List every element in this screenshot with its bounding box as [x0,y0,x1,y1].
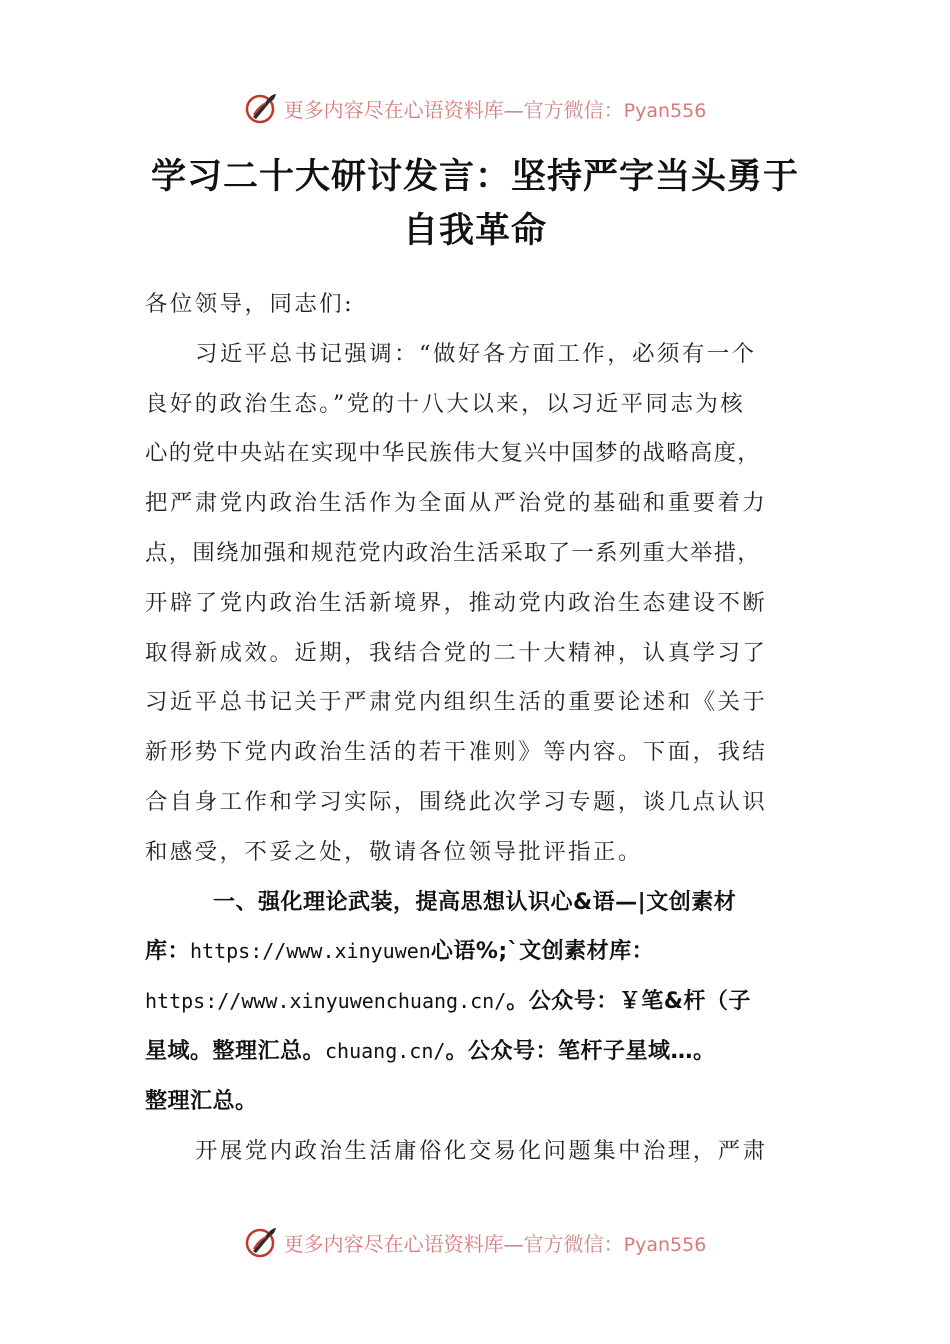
footer-banner [0,1222,950,1262]
paragraph-1-line: 良好的政治生态。”党的十八大以来，以习近平同志为核 [145,390,746,417]
paragraph-1-line: 心的党中央站在实现中华民族伟大复兴中国梦的战略高度， [145,440,761,467]
paragraph-2-line: 开展党内政治生活庸俗化交易化问题集中治理，严肃 [195,1137,768,1164]
paragraph-1-line: 点，围绕加强和规范党内政治生活采取了一系列重大举措， [145,539,761,566]
banner-text: 更多内容尽在心语资料库—官方微信：Pyan556 [283,1231,707,1256]
quill-logo-icon [244,1225,278,1259]
paragraph-1-line: 合自身工作和学习实际，围绕此次学习专题，谈几点认识 [145,788,768,815]
salutation: 各位领导，同志们: [145,291,355,317]
section-heading-1-cont: 库：https://www.xinyuwen心语%;`文创素材库： [145,939,655,965]
paragraph-1-line: 习近平总书记关于严肃党内组织生活的重要论述和《关于 [145,689,768,716]
title-line-1: 学习二十大研讨发言：坚持严字当头勇于 [150,156,799,197]
section-heading-1-cont: 星域。整理汇总。chuang.cn/。公众号：笔杆子星域…。 [145,1038,716,1064]
paragraph-1-line: 取得新成效。近期，我结合党的二十大精神，认真学习了 [145,639,768,666]
document-title [145,150,805,258]
paragraph-1-line: 习近平总书记强调：“做好各方面工作，必须有一个 [195,340,757,367]
title-line-2: 自我革命 [402,210,547,251]
section-heading-1-cont: https://www.xinyuwenchuang.cn/。公众号：￥笔&杆（子 [145,989,751,1015]
paragraph-1-line: 和感受，不妥之处，敬请各位领导批评指正。 [145,838,643,865]
paragraph-1-line: 开辟了党内政治生活新境界，推动党内政治生态建设不断 [145,589,768,616]
section-heading-1: 一、强化理论武装，提高思想认识心&语—|文创素材 [213,889,737,915]
paragraph-1-line: 把严肃党内政治生活作为全面从严治党的基础和重要着力 [145,490,768,517]
banner-text: 更多内容尽在心语资料库—官方微信：Pyan556 [283,97,707,122]
header-banner [0,88,950,128]
section-heading-1-cont: 整理汇总。 [145,1088,258,1114]
quill-logo-icon [244,91,278,125]
document-body [145,280,805,1176]
paragraph-1-line: 新形势下党内政治生活的若干准则》等内容。下面，我结 [145,739,768,766]
